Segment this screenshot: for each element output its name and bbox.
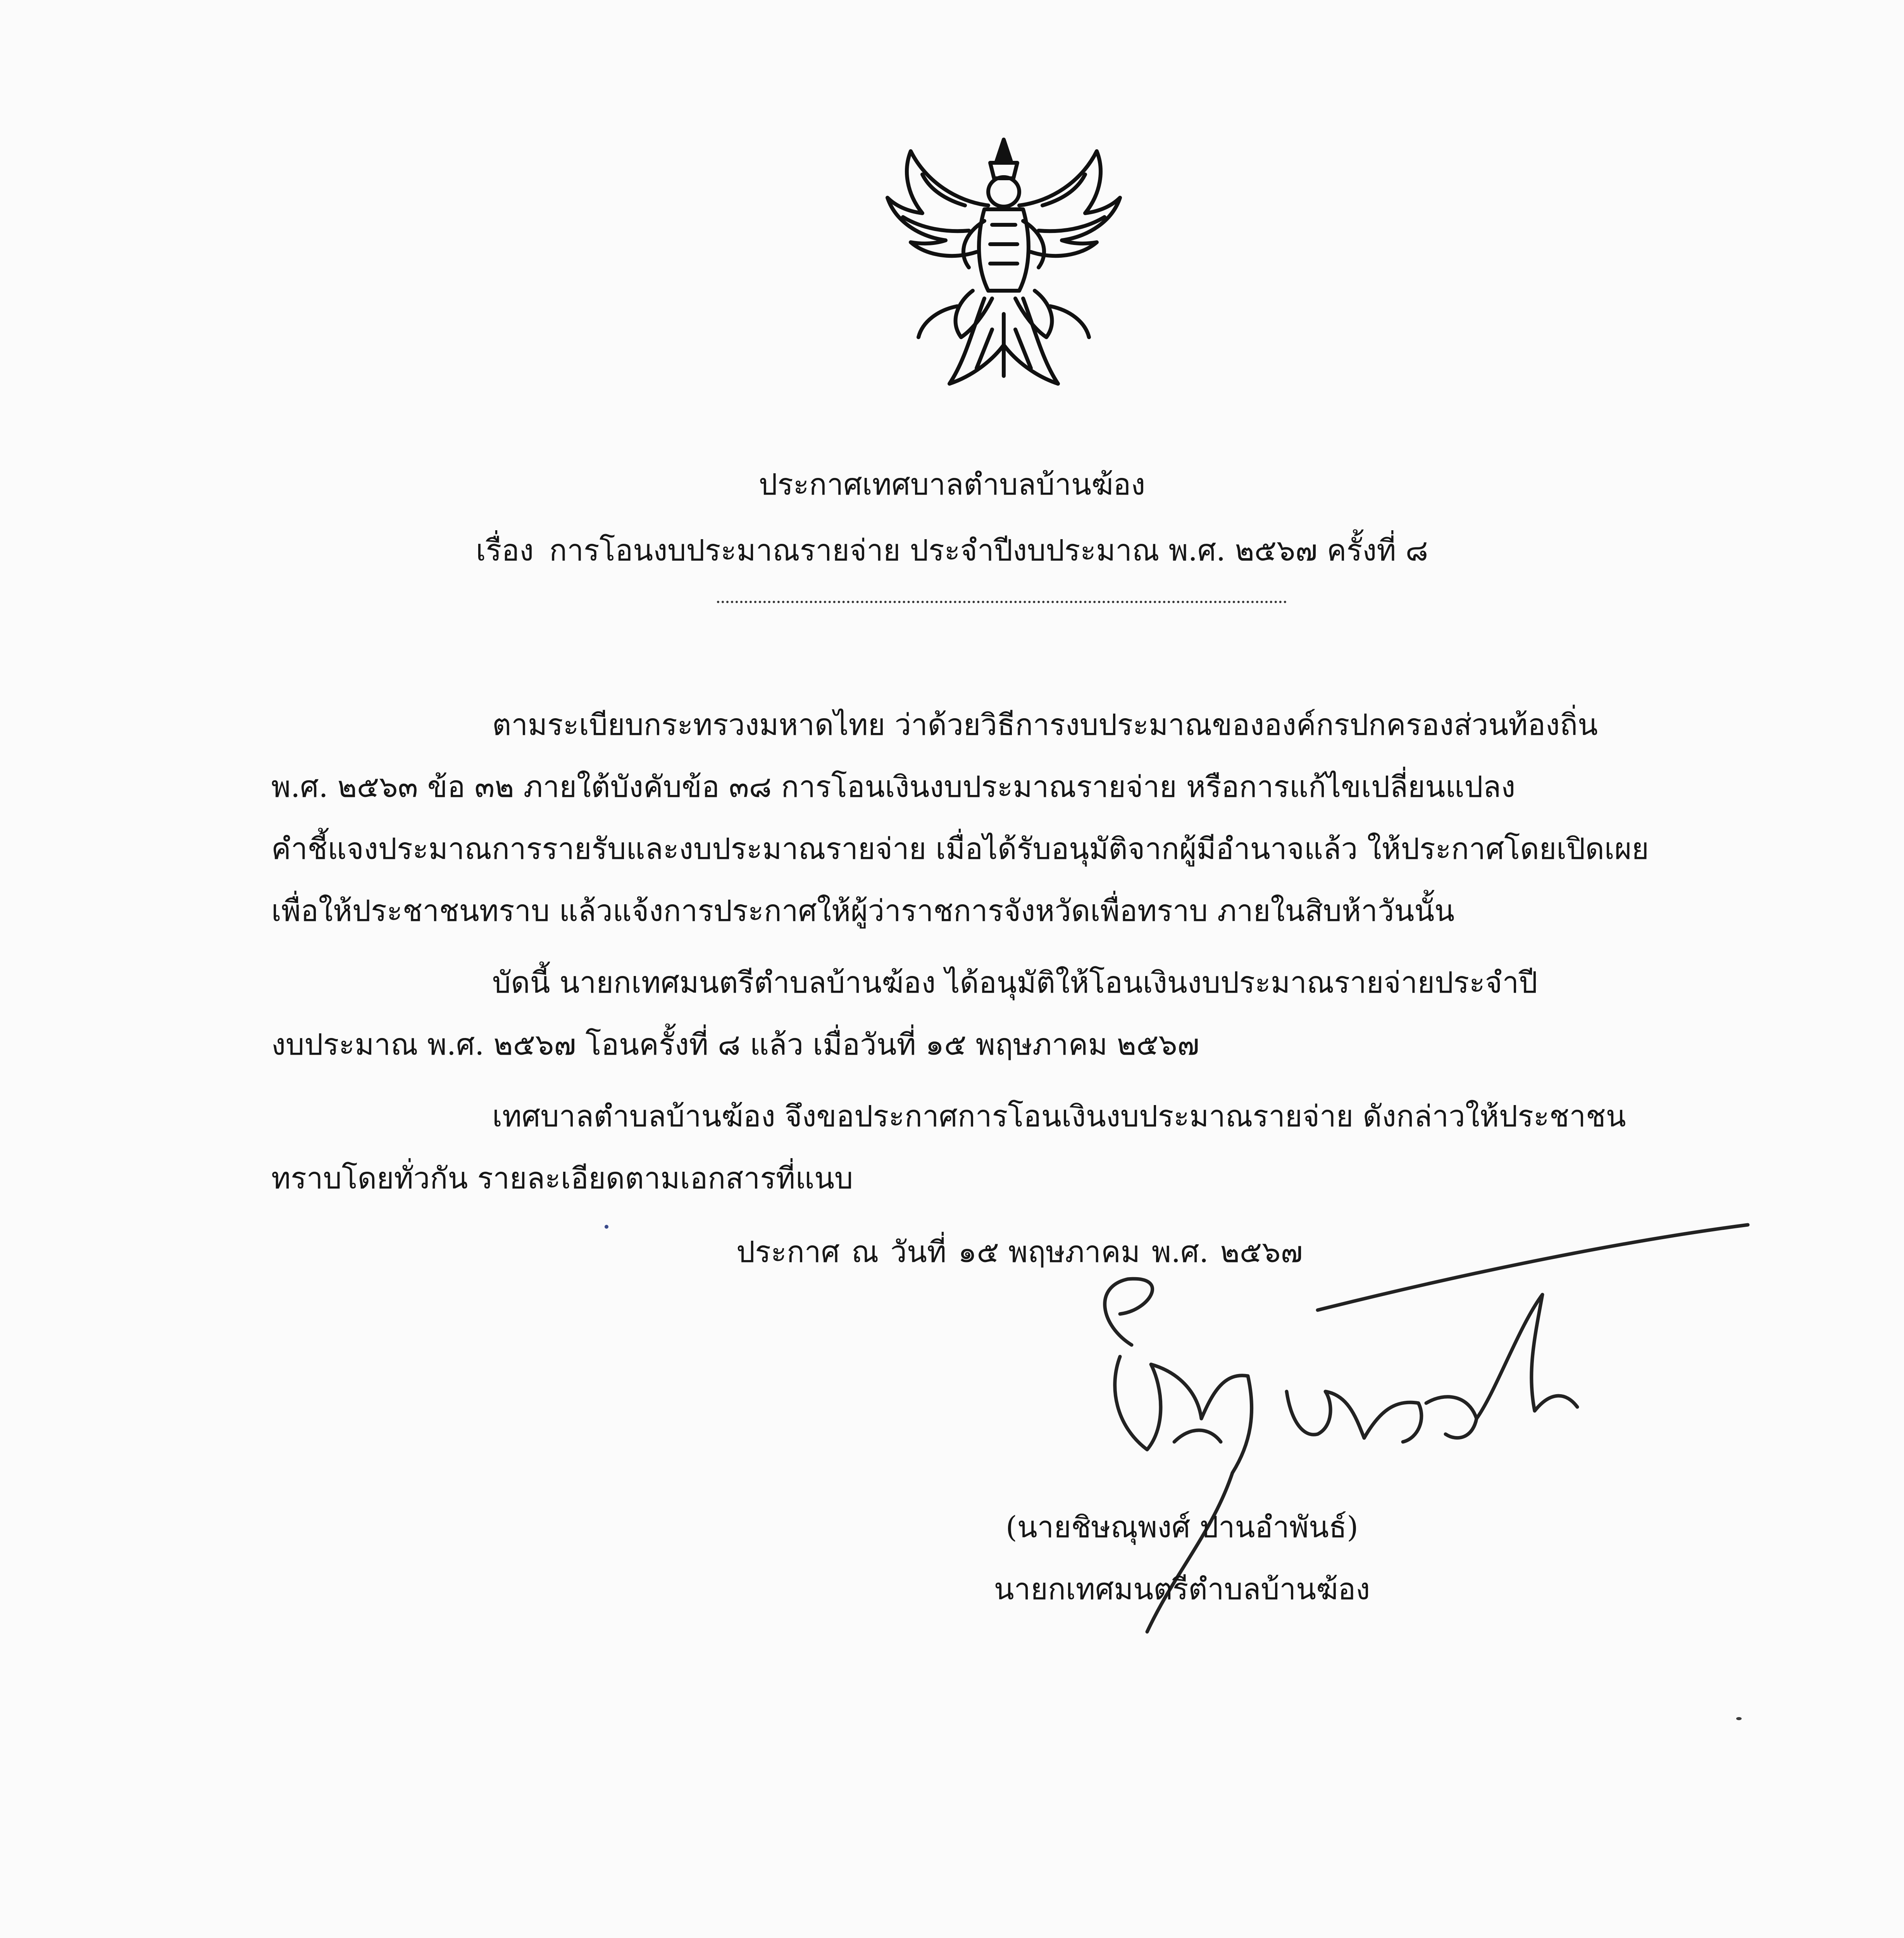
subject-text: การโอนงบประมาณรายจ่าย ประจำปีงบประมาณ พ.ศ. ๒๕๖๗ ครั้งที่ ๘ [549,533,1428,567]
scan-speck [1736,1717,1742,1720]
date-value: ๑๕ พฤษภาคม [958,1235,1140,1269]
paragraph-3-line-2: ทราบโดยทั่วกัน รายละเอียดตามเอกสารที่แนบ [271,1161,853,1195]
scan-speck [605,1225,608,1229]
paragraph-1-line-1: ตามระเบียบกระทรวงมหาดไทย ว่าด้วยวิธีการงบประมาณขององค์กรปกครองส่วนท้องถิ่น [492,707,1598,742]
date-era: พ.ศ. [1151,1235,1209,1269]
paragraph-2-line-2: งบประมาณ พ.ศ. ๒๕๖๗ โอนครั้งที่ ๘ แล้ว เมื่อวันที่ ๑๕ พฤษภาคม ๒๕๖๗ [271,1027,1199,1062]
date-year: ๒๕๖๗ [1220,1235,1303,1269]
announcement-title: ประกาศเทศบาลตำบลบ้านฆ้อง [758,467,1146,502]
subject-label: เรื่อง [476,533,534,567]
announcement-subject [0,531,1904,570]
date-at: ณ [851,1235,879,1269]
dotted-separator [717,593,1287,603]
date-day-label: วันที่ [890,1235,947,1269]
date-prefix: ประกาศ [736,1235,840,1269]
paragraph-1-line-2: พ.ศ. ๒๕๖๓ ข้อ ๓๒ ภายใต้บังคับข้อ ๓๘ การโอนเงินงบประมาณรายจ่าย หรือการแก้ไขเปลี่ยนแปลง [271,769,1516,804]
paragraph-2-line-1: บัดนี้ นายกเทศมนตรีตำบลบ้านฆ้อง ได้อนุมัติให้โอนเงินงบประมาณรายจ่ายประจำปี [492,965,1538,1000]
paragraph-3-line-1: เทศบาลตำบลบ้านฆ้อง จึงขอประกาศการโอนเงินงบประมาณรายจ่าย ดังกล่าวให้ประชาชน [492,1099,1626,1133]
paragraph-1-line-4: เพื่อให้ประชาชนทราบ แล้วแจ้งการประกาศให้ผู้ว่าราชการจังหวัดเพื่อทราบ ภายในสิบห้าวันนั้น [271,893,1455,928]
paragraph-1-line-3: คำชี้แจงประมาณการรายรับและงบประมาณรายจ่าย เมื่อได้รับอนุมัติจากผู้มีอำนาจแล้ว ให้ประกาศโดยเปิดเผย [271,831,1649,866]
signatory-position: นายกเทศมนตรีตำบลบ้านฆ้อง [994,1572,1370,1606]
signatory-name: (นายชิษณุพงศ์ ปานอำพันธ์) [1006,1510,1358,1544]
garuda-emblem-icon [880,128,1128,399]
